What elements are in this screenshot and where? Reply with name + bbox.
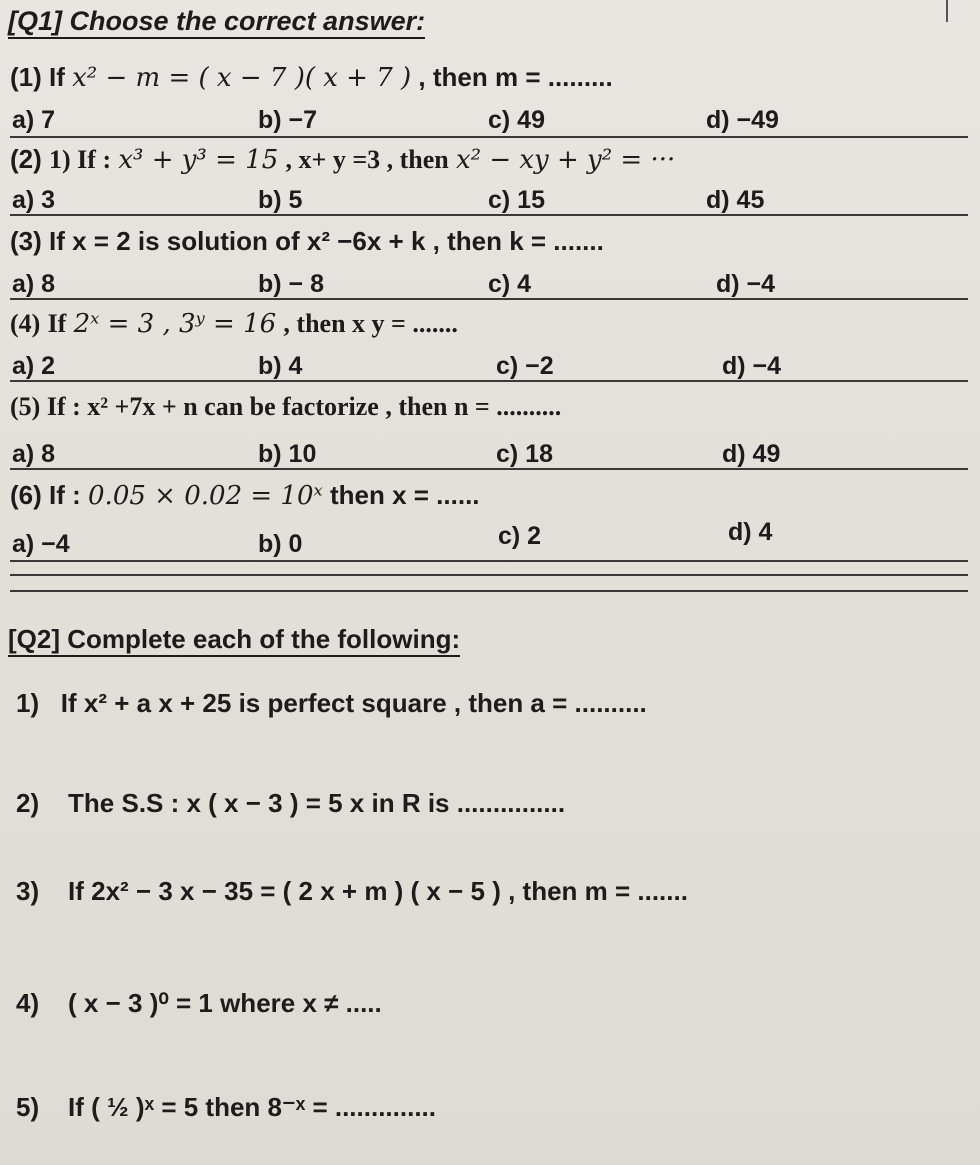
option-a[interactable]: a) 7	[12, 106, 56, 134]
q1-question-6	[10, 480, 480, 511]
option-c[interactable]: c) −2	[496, 352, 554, 380]
question-text: If :	[49, 480, 81, 510]
option-a[interactable]: a) −4	[12, 530, 70, 558]
divider	[10, 468, 968, 470]
option-a[interactable]: a) 3	[12, 186, 56, 214]
q2-item-5	[16, 1092, 436, 1123]
q1-question-4	[10, 308, 458, 339]
option-c[interactable]: c) 49	[488, 106, 545, 134]
question-number: (3)	[10, 226, 42, 256]
item-text: If x² + a x + 25 is perfect square , then a = ..........	[60, 688, 647, 718]
option-d[interactable]: d) 45	[706, 186, 765, 214]
q1-question-2	[10, 144, 675, 175]
option-b[interactable]: b) − 8	[258, 270, 324, 298]
q1-question-1	[10, 62, 613, 93]
q2-item-4	[16, 988, 382, 1019]
option-b[interactable]: b) 0	[258, 530, 303, 558]
item-number: 1)	[16, 688, 40, 718]
question-number: (4)	[10, 309, 41, 338]
question-math: x² − m = ( x − 7 )( x + 7 )	[72, 63, 412, 93]
option-c[interactable]: c) 2	[498, 522, 542, 550]
item-text: If ( ½ )ˣ = 5 then 8⁻ˣ = ..............	[68, 1092, 436, 1122]
q2-heading: [Q2] Complete each of the following:	[8, 624, 460, 657]
option-d[interactable]: d) −4	[716, 270, 776, 298]
question-text: If	[47, 309, 67, 338]
option-b[interactable]: b) 5	[258, 186, 303, 214]
page-edge-mark	[946, 0, 948, 22]
q1-question-3	[10, 226, 604, 257]
option-c[interactable]: c) 15	[488, 186, 545, 214]
question-math: x³ + y³ = 15	[118, 145, 279, 175]
option-a[interactable]: a) 2	[12, 352, 56, 380]
option-b[interactable]: b) 10	[258, 440, 317, 468]
question-number: (1)	[10, 62, 42, 92]
item-number: 5)	[16, 1092, 40, 1122]
divider	[10, 574, 968, 576]
question-number: (6)	[10, 480, 42, 510]
item-text: The S.S : x ( x − 3 ) = 5 x in R is ...............	[68, 788, 566, 818]
option-a[interactable]: a) 8	[12, 270, 56, 298]
question-text-end: then x = ......	[329, 480, 480, 510]
question-text: 1) If :	[49, 145, 112, 174]
q2-item-3	[16, 876, 688, 907]
question-math-2: x² − xy + y² = ···	[455, 145, 676, 175]
question-math: 2ˣ = 3 , 3ʸ = 16	[73, 309, 277, 339]
question-text: If	[49, 62, 65, 92]
divider	[10, 380, 968, 382]
question-text-mid: , x+ y =3 , then	[285, 145, 449, 174]
question-number: (5)	[10, 392, 41, 421]
question-text-end: , then m = .........	[418, 62, 613, 92]
divider	[10, 136, 968, 138]
option-d[interactable]: d) 4	[728, 518, 773, 546]
divider	[10, 214, 968, 216]
option-b[interactable]: b) 4	[258, 352, 303, 380]
option-c[interactable]: c) 4	[488, 270, 532, 298]
option-d[interactable]: d) 49	[722, 440, 781, 468]
item-text: ( x − 3 )⁰ = 1 where x ≠ .....	[68, 988, 382, 1018]
question-text: If x = 2 is solution of x² −6x + k , then k = .......	[49, 226, 604, 256]
q1-question-5	[10, 392, 561, 422]
question-text: If : x² +7x + n can be factorize , then n = ..........	[46, 392, 562, 421]
item-text: If 2x² − 3 x − 35 = ( 2 x + m ) ( x − 5 ) , then m = .......	[68, 876, 688, 906]
q1-heading: [Q1] Choose the correct answer:	[8, 6, 425, 39]
divider	[10, 560, 968, 562]
item-number: 4)	[16, 988, 40, 1018]
q2-item-2	[16, 788, 565, 819]
option-b[interactable]: b) −7	[258, 106, 318, 134]
q2-item-1	[16, 688, 647, 719]
divider	[10, 298, 968, 300]
item-number: 2)	[16, 788, 40, 818]
option-d[interactable]: d) −49	[706, 106, 779, 134]
option-c[interactable]: c) 18	[496, 440, 553, 468]
option-d[interactable]: d) −4	[722, 352, 782, 380]
question-text-end: , then x y = .......	[283, 309, 458, 338]
question-number: (2)	[10, 144, 42, 174]
question-math: 0.05 × 0.02 = 10ˣ	[88, 481, 323, 511]
item-number: 3)	[16, 876, 40, 906]
divider	[10, 590, 968, 592]
option-a[interactable]: a) 8	[12, 440, 56, 468]
